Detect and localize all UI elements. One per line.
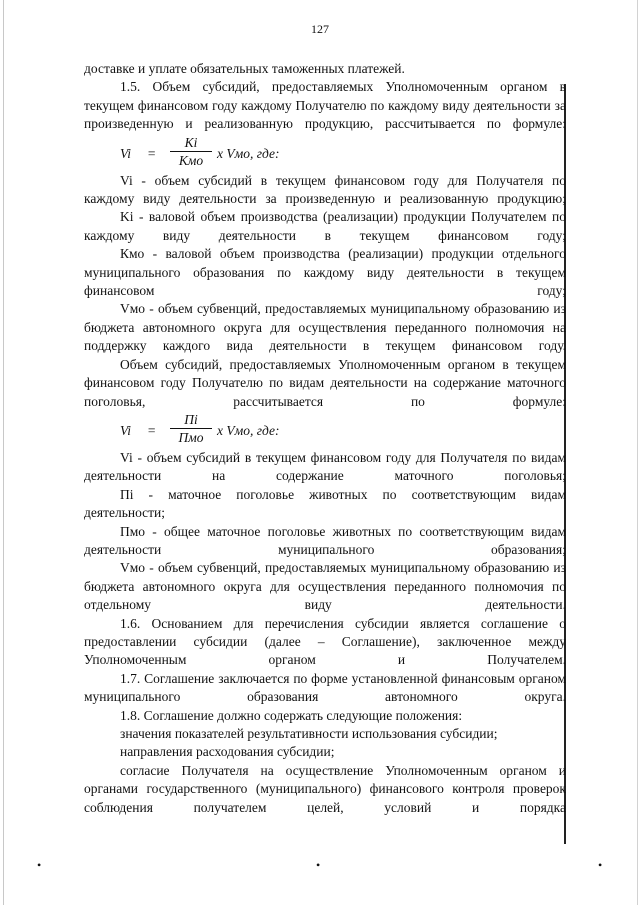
formula-rhs: х Vмо, где: bbox=[217, 422, 280, 438]
paragraph: Ki - валовой объем производства (реализации) продукции Получателем по каждому виду деятельности в текущем финансовом году; bbox=[84, 209, 566, 243]
paragraph: 1.8. Соглашение должно содержать следующие положения: bbox=[120, 707, 463, 723]
paragraph: 1.6. Основанием для перечисления субсидии является соглашение о предоставлении субсидии (далее – Соглашение), заключенное между Уполномоченным органом и Получателем. bbox=[84, 615, 566, 668]
scan-edge-left bbox=[3, 0, 4, 905]
paragraph: 1.5. Объем субсидий, предоставляемых Уполномоченным органом в текущем финансовом году каждому Получателю по каждому виду деятельности за произведенную и реализованную продукцию, рассчитывается по формуле: bbox=[84, 79, 566, 132]
footer-mark: • bbox=[37, 858, 42, 872]
footer-mark: • bbox=[598, 858, 603, 872]
formula-denominator: Кмо bbox=[178, 152, 204, 168]
formula-subsidy-livestock bbox=[84, 412, 566, 448]
formula-denominator: Пмо bbox=[178, 429, 204, 445]
formula-equals: = bbox=[147, 422, 157, 438]
page-number: 127 bbox=[311, 22, 329, 36]
list-item: направления расходования субсидии; bbox=[120, 744, 335, 760]
list-item: согласие Получателя на осуществление Уполномоченным органом и органами государственного (муниципального) финансового контроля проверок соблюдения получателем целей, условий и порядка bbox=[84, 762, 566, 815]
formula-rhs: х Vмо, где: bbox=[217, 145, 280, 161]
paragraph: Объем субсидий, предоставляемых Уполномоченным органом в текущем финансовом году Получателю по видам деятельности на содержание маточного поголовья, рассчитывается по формуле: bbox=[84, 356, 566, 409]
paragraph: Vi - объем субсидий в текущем финансовом году для Получателя по видам деятельности на содержание маточного поголовья; bbox=[84, 449, 566, 484]
footer-mark: • bbox=[316, 858, 321, 872]
scan-edge-right bbox=[637, 0, 638, 905]
paragraph: Кмо - валовой объем производства (реализации) продукции отдельного муниципального образования по каждому виду деятельности в текущем финансовом году; bbox=[84, 246, 566, 299]
paragraph: Пi - маточное поголовье животных по соответствующим видам деятельности; bbox=[84, 486, 566, 521]
paragraph: Vмо - объем субвенций, предоставляемых муниципальному образованию из бюджета автономного округа для осуществления переданного полномочия на поддержку каждого вида деятельности в текущем финансовом году. bbox=[84, 301, 566, 354]
formula-equals: = bbox=[147, 145, 157, 161]
paragraph: Пмо - общее маточное поголовье животных по соответствующим видам деятельности муниципального образования; bbox=[84, 523, 566, 557]
paragraph: доставке и уплате обязательных таможенных платежей. bbox=[84, 61, 405, 76]
formula-numerator: Пi bbox=[170, 412, 212, 429]
list-item: значения показателей результативности использования субсидии; bbox=[120, 726, 498, 741]
formula-lhs: Vi bbox=[120, 422, 131, 438]
formula-subsidy-production bbox=[84, 135, 566, 171]
body-text bbox=[84, 60, 566, 817]
paragraph: Vi - объем субсидий в текущем финансовом году для Получателя по каждому виду деятельности за произведенную и реализованную продукцию; bbox=[84, 172, 566, 207]
formula-numerator: Ki bbox=[170, 135, 212, 152]
paragraph: Vмо - объем субвенций, предоставляемых муниципальному образованию из бюджета автономного округа для осуществления переданного полномочия по отдельному виду деятельности. bbox=[84, 560, 566, 613]
paragraph: 1.7. Соглашение заключается по форме установленной финансовым органом муниципального образования автономного округа. bbox=[84, 670, 566, 705]
formula-fraction bbox=[170, 135, 212, 169]
formula-lhs: Vi bbox=[120, 145, 131, 161]
formula-fraction bbox=[170, 412, 212, 446]
